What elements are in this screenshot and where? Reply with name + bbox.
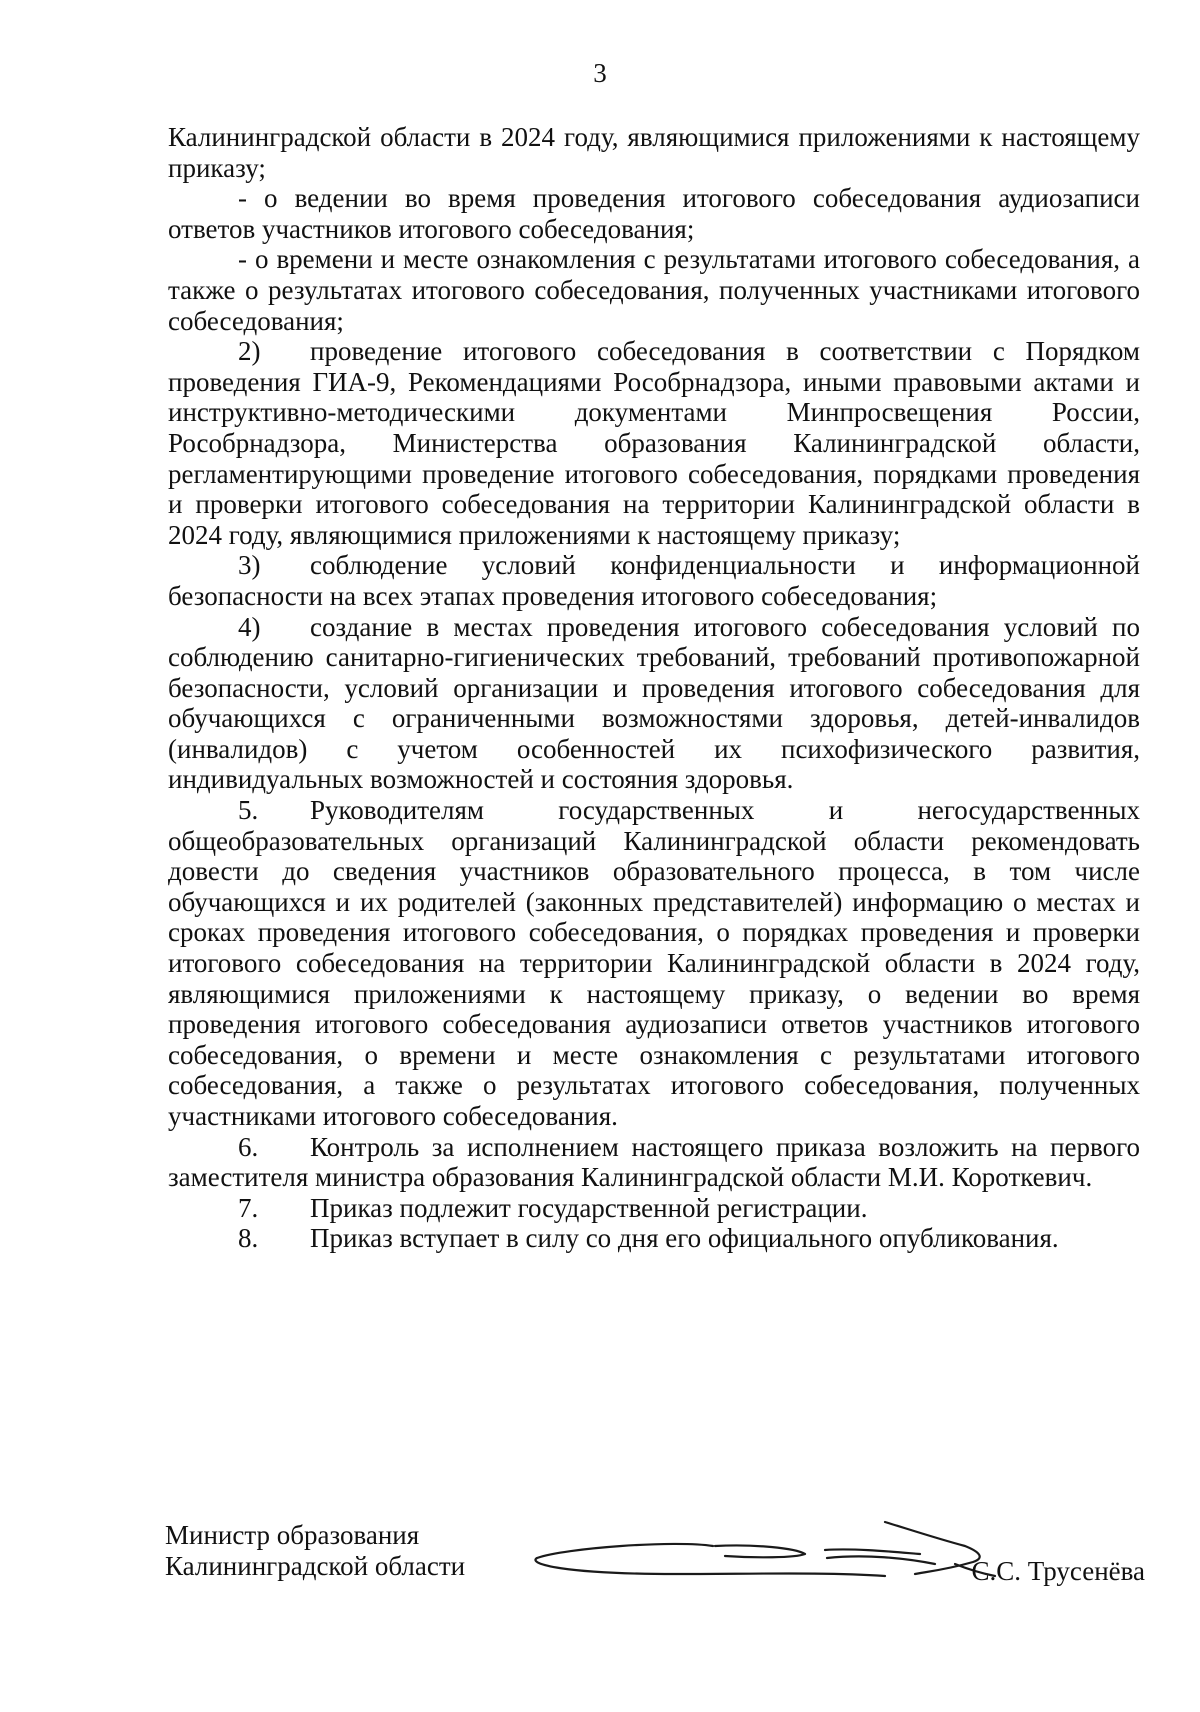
page-number: 3 <box>593 58 607 88</box>
paragraph-continuation: Калининградской области в 2024 году, являющимися приложениями к настоящему приказу; <box>168 122 1140 183</box>
list-item <box>168 1193 1140 1224</box>
item-number: 6. <box>238 1131 259 1162</box>
item-number: 2) <box>238 336 261 367</box>
item-text: Руководителям государственных и негосударственных общеобразовательных организаций Калининградской области рекомендовать довести до сведения участников образовательного процесса, в том числе обучающихся и их родителей (законных представителей) информацию о местах и сроках проведения итогового собеседования, о порядках проведения и проверки итогового собеседования на территории Калининградской области в 2024 году, являющимися приложениями к настоящему приказу, о ведении во время проведения итогового собеседования аудиозаписи ответов участников итогового собеседования, о времени и месте ознакомления с результатами итогового собеседования, а также о результатах итогового собеседования, полученных участниками итогового собеседования. <box>168 795 1140 1131</box>
item-text: Контроль за исполнением настоящего приказа возложить на первого заместителя министра образования Калининградской области М.И. Короткевич. <box>168 1131 1140 1193</box>
list-item <box>168 550 1140 611</box>
item-text: Приказ подлежит государственной регистрации. <box>310 1192 868 1223</box>
signer-title <box>165 1520 465 1582</box>
signature-block <box>165 1520 1145 1630</box>
signer-title-line1: Министр образования <box>165 1520 420 1550</box>
item-number: 3) <box>238 550 261 581</box>
item-text: соблюдение условий конфиденциальности и информационной безопасности на всех этапах проведения итогового собеседования; <box>168 550 1140 611</box>
item-text: создание в местах проведения итогового собеседования условий по соблюдению санитарно-гигиенических требований, требований противопожарной безопасности, условий организации и проведения итогового собеседования для обучающихся с ограниченными возможностями здоровья, детей-инвалидов (инвалидов) с учетом особенностей их психофизического развития, индивидуальных возможностей и состояния здоровья. <box>168 611 1140 795</box>
document-body <box>168 122 1140 1254</box>
list-item <box>168 795 1140 1132</box>
list-item <box>168 336 1140 550</box>
item-number: 8. <box>238 1223 259 1254</box>
signer-name: С.С. Трусенёва <box>971 1556 1145 1586</box>
item-number: 5. <box>238 795 259 826</box>
item-text: Приказ вступает в силу со дня его официального опубликования. <box>310 1223 1059 1254</box>
item-number: 4) <box>238 611 261 642</box>
item-number: 7. <box>238 1192 259 1223</box>
item-text: проведение итогового собеседования в соответствии с Порядком проведения ГИА-9, Рекомендациями Рособрнадзора, иными правовыми актами и инструктивно-методическими документами Минпросвещения России, Рособрнадзора, Министерства образования Калининградской области, регламентирующими проведение итогового собеседования, порядками проведения и проверки итогового собеседования на территории Калининградской области в 2024 году, являющимися приложениями к настоящему приказу; <box>168 336 1140 550</box>
list-item <box>168 1132 1140 1193</box>
paragraph-bullet-results: - о времени и месте ознакомления с результатами итогового собеседования, а также о результатах итогового собеседования, полученных участниками итогового собеседования; <box>168 244 1140 336</box>
paragraph-bullet-audio: - о ведении во время проведения итогового собеседования аудиозаписи ответов участников итогового собеседования; <box>168 183 1140 244</box>
list-item <box>168 1223 1140 1254</box>
signer-title-line2: Калининградской области <box>165 1551 466 1581</box>
list-item <box>168 612 1140 796</box>
